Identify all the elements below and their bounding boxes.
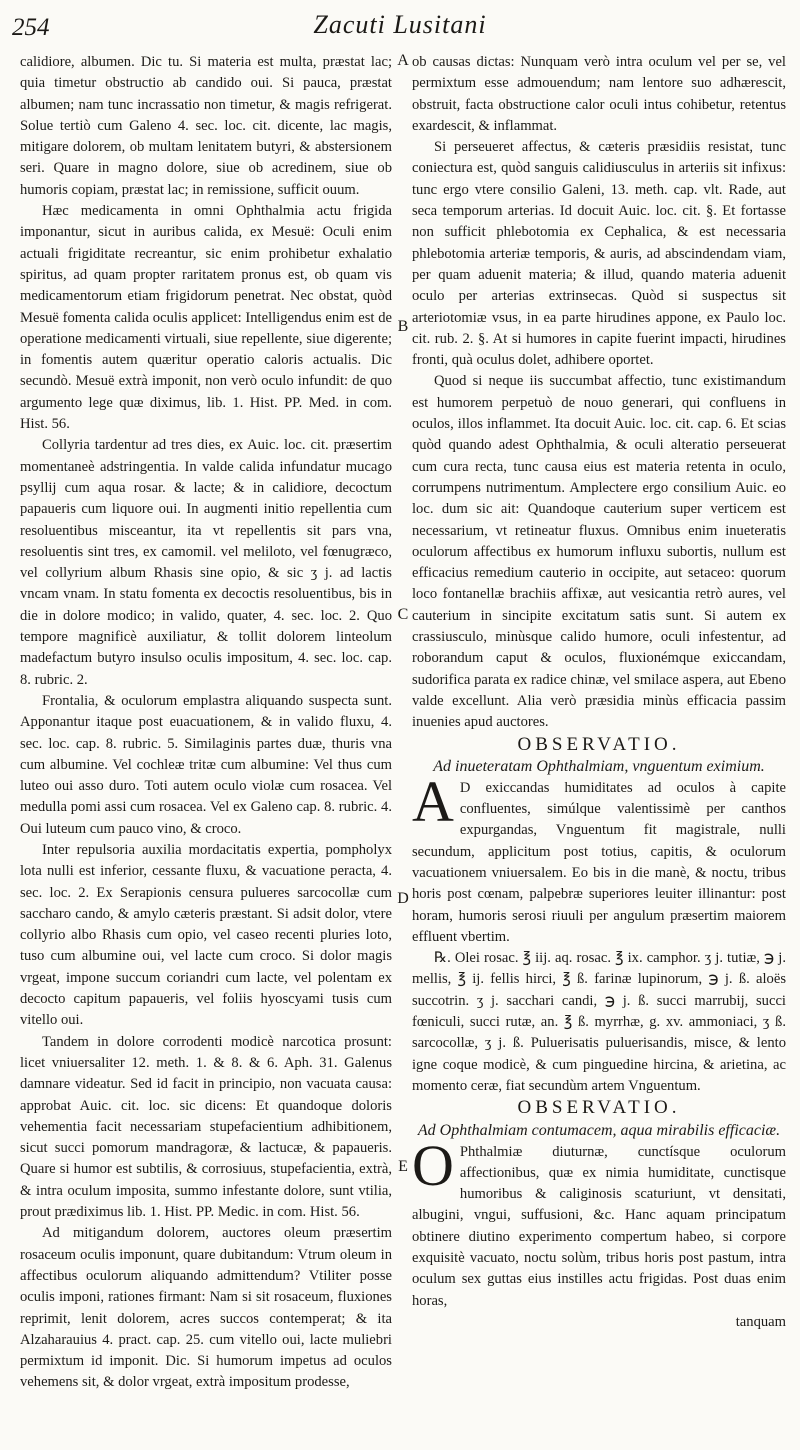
paragraph: calidiore, albumen. Dic tu. Si materia est multa, præstat lac; quia timetur obstructio ab candido oui. Si pauca, præstat albumen; nam tunc incrassatio non timetur, & magis refrigerat. Solue tertiò cum Galeno 4. sec. loc. cit. dicente, lac magis, mitigare dolorem, ob multam lenitatem butyri, & abstersionem seri. Quare in magno dolore, siue ob acredinem, siue ob humoris copiam, præstat lac; in remissione, sufficit ouum. — [20, 54, 392, 198]
drop-cap: A — [412, 768, 454, 834]
left-column — [20, 52, 392, 1394]
paragraph: Quod si neque iis succumbat affectio, tunc existimandum est humorem perpetuò de nouo generari, qui confluens in oculos, illos inflammet. Ita docuit Auic. loc. cit. cap. 6. Et scias quòd quando adest Ophthalmia, & oculi alteratio perseuerat cum cura recta, tunc causa eius est materia retenta in oculo, corrumpens nutrimentum. Amplectere ergo consilium Auic. eo loc. dum sic ait: Quandoque cauterium super verticem est necessarium, vt retineatur fluxus. Omnibus enim inueteratis oculorum affectibus ex humorum influxu subortis, nullum est efficacius remedium cauterio in occipite, aut setaceo: quorum loco fontanellæ brachiis affixæ, aut vesicantia retrò aures, vel cauterium in sincipite excitatum satis sunt. Si autem ex crassiusculo, minùsque calido humore, oculi infestentur, ad roborandum caput & oculos, fluxionémque exiccandam, sudorifica parata ex radice chinæ, vel smilace aspera, aut Ebeno valde excellunt. Alia verò præsidia minùs efficacia passim inuenies apud auctores. — [412, 373, 786, 731]
page-number: 254 — [12, 14, 50, 41]
recipe-paragraph: ℞. Olei rosac. ℥ iij. aq. rosac. ℥ ix. camphor. ʒ j. tutiæ, ℈ j. mellis, ℥ ij. fellis hirci, ℥ ß. farinæ lupinorum, ℈ j. ß. aloës succotrin. ʒ j. sacchari candi, ℈ j. ß. succi marrubij, succi fœniculi, succi rutæ, an. ℥ ß. myrrhæ, g. xv. ammoniaci, ʒ ß. sarcocollæ, ʒ j. ß. Puluerisatis puluerisandis, misce, & lento igne coque modicè, & cum pinguedine hircina, & arietina, ac momento ceræ, fiat secundùm artem Vnguentum. — [412, 950, 786, 1094]
paragraph: Ad mitigandum dolorem, auctores oleum præsertim rosaceum oculis imponunt, quare dubitandum: Vtrum oleum in affectibus oculorum aliquando admittendum? Vtiliter posse oculis imponi, rationes firmant: Nam si sit rosaceum, fluxiones reprimit, lenit dolorem, acres succos contemperat; & ita Alzaharauius 4. pract. cap. 25. cum vitello oui, lacte muliebri permixtum id imponit. Dic. Si humorum impetus ad oculos vehemens sit, & dolor vrgeat, extrà impositum prodesse, — [20, 1225, 392, 1391]
observatio-body: D exiccandas humiditates ad oculos à capite confluentes, simúlque valentissimè per canthos expurgandas, Vnguentum fit magistrale, nulli secundum, applicitum post totius, capitis, & oculorum vacuationem vniuersalem. Eo bis in die manè, & noctu, tribus horis post cœnam, palpebræ superiores leuiter illinantur: post horam, humoris serosi riuuli per angulum præsertim maiorem effluent vbertim. — [412, 779, 786, 945]
paragraph: Collyria tardentur ad tres dies, ex Auic. loc. cit. præsertim momentaneè adstringentia. In valde calida infundatur mucago psyllij cum aqua rosar. & lacte; & in calidiore, decoctum papaueris cum liquore oui. In augmenti initio repellentia cum resoluentibus misceantur, ita vt repellentis sit pars vna, resoluentis sint tres, ex camomil. vel meliloto, vel fœnugræco, vel collyrium album Rhasis sine opio, & sic ʒ j. ad lactis vncam vnam. In statu fomenta ex decoctis resoluentibus, bis in die in dolore modico; in valido, quater, 4. sec. loc. 2. Quo tempore magnificè auxiliatur, & tollit dolorem linteolum madefactum butyro insulso oculis impositum, 4. sec. loc. cap. 8. rubric. 2. — [20, 437, 392, 688]
right-column — [412, 52, 786, 1333]
paragraph: Si perseueret affectus, & cæteris præsidiis resistat, tunc coniectura est, quòd sanguis calidiusculus in arteriis sit infixus: tunc ergo vtere consilio Galeni, 13. meth. cap. vlt. Rade, aut seca temporum arterias. Id docuit Auic. loc. cit. §. Et fortasse non sufficit phlebotomia ex Cephalica, & est necessaria phlebotomia arteriæ temporis, & auris, ad abscindendam viam, per quam aduenit materia; & illud, quando materia aduenit oculo per arterias extrinsecas. Quòd si suspectus sit arteriotomiæ vsus, in ea parte hirudines appone, ex Paulo loc. cit. rub. 2. §. At si humores in capite fuerint impacti, hirudines fronti, quà oculus dolet, adhibere oportet. — [412, 139, 786, 369]
margin-letter-c: C — [397, 606, 409, 623]
paragraph: Tandem in dolore corrodenti modicè narcotica prosunt: licet vniuersaliter 12. meth. 1. & 8. & 6. Aph. 31. Galenus damnare videatur. Sed id facit in principio, non vacuata causa: approbat Auic. cit. loc. sic dicens: Et quandoque doloris vehementia facit necessariam stupefacientium adhibitionem, sicut succi pomorum mandragoræ, & lactucæ, & papaueris. Quare si humor est subtilis, & corrosiuus, stupefacientia, extrà, & intra oculum imposita, summo infestante dolore, sunt vtilia, prout prædiximus lib. 1. Hist. PP. Medic. in com. Hist. 56. — [20, 1033, 392, 1221]
margin-letter-e: E — [398, 1158, 408, 1175]
observatio-text — [412, 768, 786, 948]
paragraph: Hæc medicamenta in omni Ophthalmia actu frigida imponantur, sicut in auribus calida, ex Mesuë: Oculi enim actuali frigiditate recreantur, sic enim prohibetur exhalatio spiritus, ad quam propter raritatem pronus est, ob quam vis medicamentorum etiam frigidorum penetrat. Nec obstat, quòd Mesuë fomenta calida oculis applicet: Intelligendus enim est de operatione medicamenti virtuali, siue repellente, siue digerente; in fomentis autem quæritur operatio caloris actualis. Dic secundò. Mesuë extrà imponit, non verò oculo infundit: de quo argumento lege quæ diximus, lib. 1. Hist. PP. Med. in com. Hist. 56. — [20, 203, 392, 433]
paragraph: ob causas dictas: Nunquam verò intra oculum vel per se, vel permixtum esse admouendum; nam lentore suo adhærescit, obstruit, facta obstructione calor oculi intus cohibetur, retentus exardescit, & inflammat. — [412, 54, 786, 134]
margin-letter-a: A — [397, 52, 409, 69]
running-title: Zacuti Lusitani — [313, 10, 487, 39]
observatio-body: Phthalmiæ diuturnæ, cunctísque oculorum affectionibus, quæ ex nimia humiditate, cunctisque humoribus & caliginosis scaturiunt, vt densitati, albugini, vngui, suffusioni, &c. Hanc aquam principatum obtinere diutino experimento compertum habeo, si corpore exquisitè vacuato, noctu solùm, tribus horis post pastum, intra oculum sex guttas eius instilles actu frigidas. Post duas enim horas, — [412, 1143, 786, 1309]
margin-letters — [393, 0, 413, 1450]
margin-letter-b: B — [397, 318, 409, 335]
catchword: tanquam — [735, 1313, 786, 1330]
observatio-heading: OBSERVATIO. — [517, 733, 681, 755]
drop-cap: O — [412, 1132, 454, 1198]
observatio-subtitle: Ad Ophthalmiam contumacem, aqua mirabilis efficaciæ. — [417, 1121, 781, 1139]
margin-letter-d: D — [397, 890, 409, 907]
paragraph: Frontalia, & oculorum emplastra aliquando suspecta sunt. Apponantur itaque post euacuationem, & in valido fluxu, 4. sec. loc. cap. 8. rubric. 5. Similaginis partes duæ, thuris vna cum albumine. Vel cochleæ tritæ cum albumine: Vel thus cum luteo oui asso duro. Toti autem oculo violæ cum rosacea. Vel medulla pomi assi cum rosacea. Vel ex Galeno cap. 8. rubric. 4. Oui luteum cum pauco vino, & croco. — [20, 692, 392, 837]
observatio-text — [412, 1132, 786, 1312]
paragraph: Inter repulsoria auxilia mordacitatis expertia, pompholyx lota nulli est inferior, cessante fluxu, & vacuatione peracta, 4. sec. loc. 2. Ex Serapionis censura pulueres sarcocollæ cum saccharo cando, & amylo cæteris præstant. Si adsit dolor, vtere collyrio albo Rhasis cum opio, vel caseo recenti pluries loto, tuso cum albumine oui, vel lacte cum croco. Si dolor magis vrgeat, impone succum coriandri cum lacte, vel polentam ex decocto capitum papaueris, vel foliis hyoscyami tusis cum vitello oui. — [20, 841, 392, 1029]
observatio-heading: OBSERVATIO. — [517, 1097, 681, 1119]
observatio-subtitle: Ad inueteratam Ophthalmiam, vnguentum eximium. — [433, 757, 765, 775]
